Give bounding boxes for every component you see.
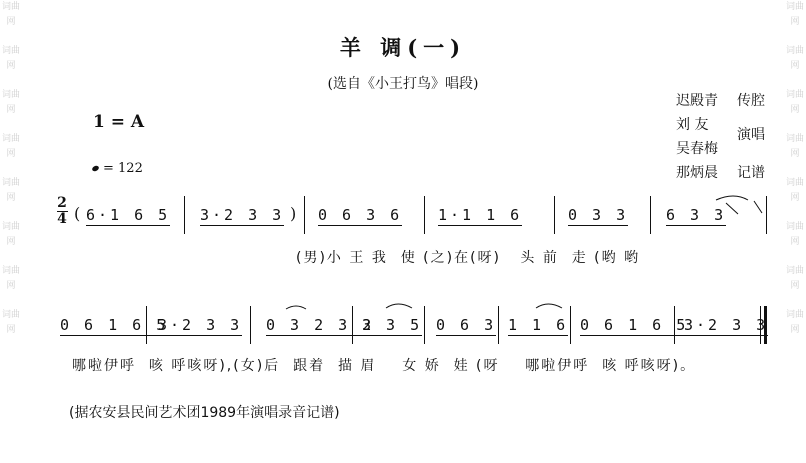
lyrics-line-2: 哪啦伊呼 咳 呼咳呀),(女)后 跟着 描 眉 女 娇 娃 (呀 哪啦伊呼 咳 呼咳呀)。 [72, 358, 697, 374]
credit-role: 演唱 [737, 127, 765, 143]
measure-notes: 3·2 3 3 [158, 316, 243, 334]
time-signature [56, 196, 68, 227]
barline [146, 306, 147, 344]
measure-notes: 0 3 2 3 2 [266, 316, 375, 334]
barline [570, 306, 571, 344]
measure-notes: 3 3 5 [362, 316, 423, 334]
credit-role: 记谱 [737, 165, 765, 181]
credits [676, 89, 796, 185]
final-barline-thick [764, 306, 767, 344]
footnote: (据农安县民间艺术团1989年演唱录音记谱) [69, 405, 340, 421]
barline [304, 196, 305, 234]
measure-notes: 1·1 1 6 [438, 206, 523, 224]
opening-paren: ( [74, 204, 81, 223]
barline [250, 306, 251, 344]
barline [184, 196, 185, 234]
key-signature: 1 = A [93, 112, 145, 132]
measure-notes: 6·1 6 5 [86, 206, 171, 224]
barline [424, 196, 425, 234]
credit-role: 传腔 [737, 93, 765, 109]
time-signature-bottom: 4 [57, 211, 67, 227]
measure-notes: 0 3 3 [568, 206, 629, 224]
barline [352, 306, 353, 344]
watermark-right: 词曲网 词曲网 词曲网 词曲网 词曲网 词曲网 词曲网 词曲网 [786, 2, 805, 335]
measure-notes: 6 3 3 [666, 206, 727, 224]
measure-notes: 0 6 1 6 5 [60, 316, 169, 334]
measure-notes: 1 1 6 [508, 316, 569, 334]
final-barline-thin [760, 306, 761, 344]
tempo-marking [92, 161, 143, 176]
closing-paren: ) [290, 204, 297, 223]
measure-notes: 3·2 3 3 [200, 206, 285, 224]
barline [554, 196, 555, 234]
credit-names: 那炳晨 [676, 165, 718, 181]
measure-notes: 0 6 1 6 5 [580, 316, 689, 334]
barline [674, 306, 675, 344]
credit-names: 迟殿青 [676, 93, 718, 109]
lyrics-line-1: (男)小 王 我 使 (之)在(呀) 头 前 走 (哟 哟 [296, 250, 641, 266]
barline [498, 306, 499, 344]
credit-row [676, 161, 796, 185]
credit-row [676, 137, 796, 161]
credit-row [676, 113, 796, 143]
barline [766, 196, 767, 234]
measure-notes: 3·2 3 3 [684, 316, 769, 334]
time-signature-top: 2 [57, 195, 67, 211]
tie-icon [286, 306, 306, 309]
barline [650, 196, 651, 234]
watermark-left: 词曲网 词曲网 词曲网 词曲网 词曲网 词曲网 词曲网 词曲网 [2, 2, 21, 335]
measure-notes: 0 6 3 6 [318, 206, 403, 224]
quarter-note-icon [91, 165, 99, 172]
slur-icon [536, 304, 562, 308]
accent-icon [726, 203, 738, 214]
song-title: 羊 调(一) [339, 35, 467, 60]
measure-notes: 0 6 3 [436, 316, 497, 334]
song-subtitle: (选自《小王打鸟》唱段) [327, 76, 479, 92]
barline [424, 306, 425, 344]
credit-names: 吴春梅 [676, 141, 718, 157]
slur-icon [716, 196, 748, 200]
credit-row [676, 89, 796, 113]
accent-icon [754, 201, 762, 213]
slur-icon [386, 304, 412, 308]
credit-names: 刘 友 [676, 117, 709, 133]
tempo-value: = 122 [103, 161, 143, 176]
